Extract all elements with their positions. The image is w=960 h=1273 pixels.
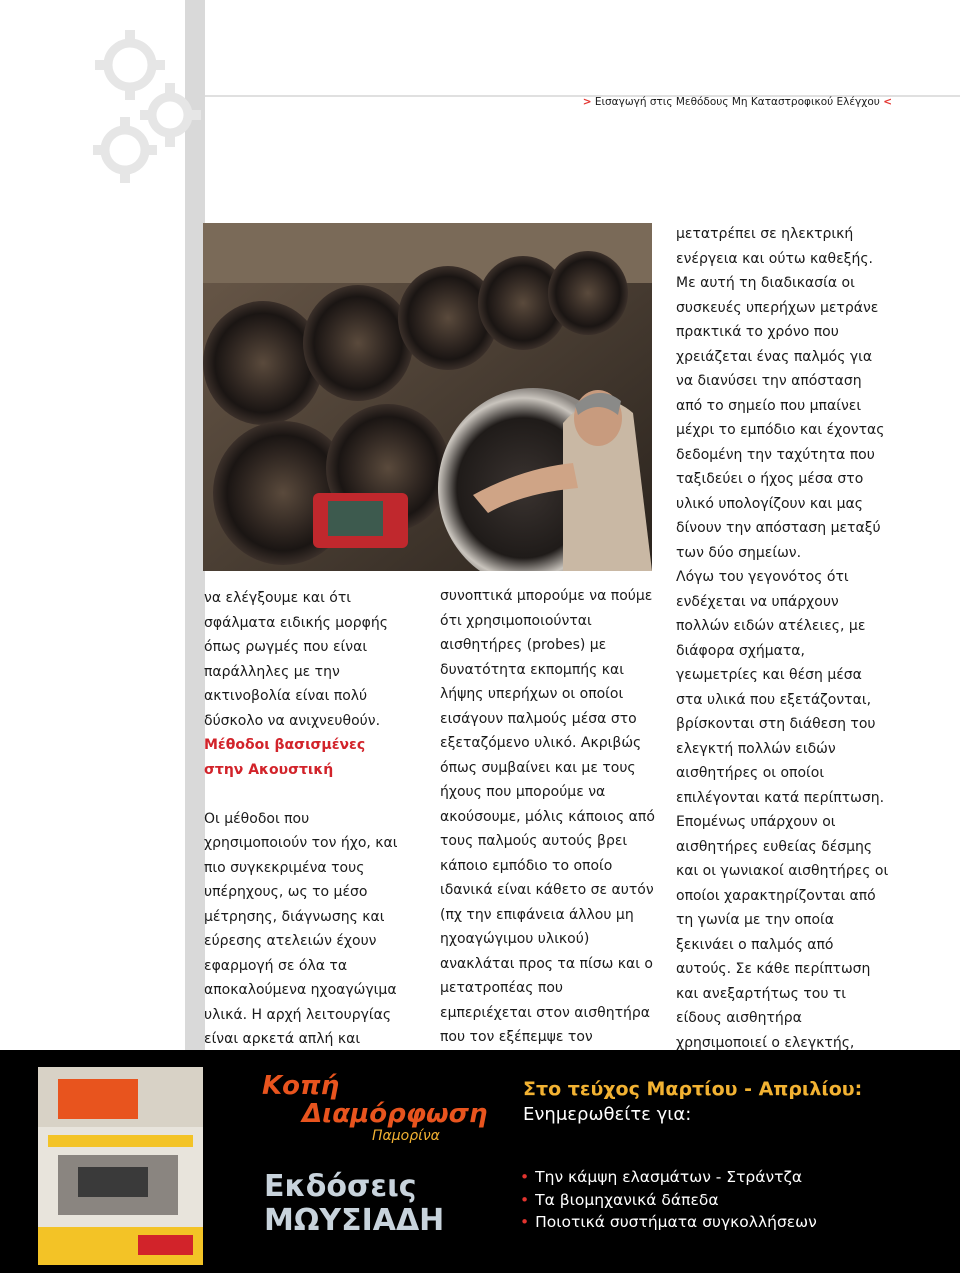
issue-topics-list <box>520 1166 817 1234</box>
publisher-logo-line: ΜΩΥΣΙΑΔΗ <box>264 1203 445 1238</box>
header-arrow-left: > <box>582 96 592 108</box>
list-item-text: Τα βιομηχανικά δάπεδα <box>535 1190 719 1209</box>
list-item <box>520 1166 817 1189</box>
paragraph: συνοπτικά μπορούμε να πούμε ότι χρησιμοποιούνται αισθητήρες (probes) με δυνατότητα εκπομπής και λήψης υπερήχων οι οποίοι εισάγουν παλμούς μέσα στο εξεταζόμενο υλικό. Ακριβώς όπως συμβαίνει και με τους ήχους που μπορούμε να ακούσουμε, μόλις κάποιος από τους παλμούς αυτούς βρει κάποιο εμπόδιο το οποίο ιδανικά είναι κάθετο σε αυτόν (πχ την επιφάνεια άλλου μη ηχοαγώγιμου υλικού) ανακλάται προς τα πίσω και ο μετατροπέας που εμπεριέχεται στον αισθητήρα που τον εξέπεμψε τον <box>440 588 655 1045</box>
brand-logo-line: Διαμόρφωση <box>302 1099 488 1129</box>
issue-title: Στο τεύχος Μαρτίου - Απριλίου: <box>523 1078 863 1100</box>
spacer <box>204 782 409 807</box>
publisher-logo <box>264 1169 445 1240</box>
paragraph: να ελέγξουμε και ότι σφάλματα ειδικής μορφής όπως ρωγμές που είναι παράλληλες με την ακτινοβολία είναι πολύ δύσκολο να ανιχνευθούν. <box>204 590 388 729</box>
list-item <box>520 1211 817 1234</box>
publisher-logo-line: Εκδόσεις <box>264 1169 417 1204</box>
magazine-cover-image <box>38 1067 203 1265</box>
text-column-1 <box>204 586 409 1052</box>
list-item-text: Ποιοτικά συστήματα συγκολλήσεων <box>535 1213 817 1231</box>
header-title: Εισαγωγή στις Μεθόδους Μη Καταστροφικού Ελέγχου <box>594 96 880 108</box>
paragraph: μετατρέπει σε ηλεκτρική ενέργεια και ούτω καθεξής. Με αυτή τη διαδικασία οι συσκευές υπερήχων μετράνε πρακτικά το χρόνο που χρειάζεται ένας παλμός για να διανύσει την απόσταση από το σημείο που μπαίνει μέχρι το εμπόδιο και έχοντας δεδομένη την ταχύτητα που ταξιδεύει ο ήχος μέσα στο υλικό υπολογίζουν και μας δίνουν την απόσταση μεταξύ των δύο σημείων. <box>676 226 885 561</box>
list-item-text: Την κάμψη ελασμάτων - Στράντζα <box>535 1168 803 1186</box>
header-arrow-right: < <box>883 96 892 108</box>
running-header <box>583 96 892 108</box>
brand-logo-line: Παμορίνα <box>372 1128 440 1144</box>
issue-subtitle: Ενημερωθείτε για: <box>523 1104 692 1125</box>
brand-logo-line: Κοπή <box>262 1071 340 1101</box>
bullet-icon: • <box>520 1168 530 1186</box>
paragraph: Λόγω του γεγονότος ότι ενδέχεται να υπάρχουν πολλών ειδών ατέλειες, με διάφορα σχήματα, γεωμετρίες και θέση μέσα στα υλικά που εξετάζονται, βρίσκονται στη διάθεση του ελεγκτή πολλών ειδών αισθητήρες οι οποίοι επιλέγονται κατά περίπτωση. Επομένως υπάρχουν οι αισθητήρες ευθείας δέσμης και οι γωνιακοί αισθητήρες οι οποίοι χαρακτηρίζονται από τη γωνία με την οποία ξεκινάει ο παλμός από αυτούς. Σε κάθε περίπτωση και ανεξαρτήτως του τι είδους αισθητήρα χρησιμοποιεί ο ελεγκτής, <box>676 569 889 1051</box>
magazine-logo <box>262 1071 488 1152</box>
section-subheading: Μέθοδοι βασισμένες στην Ακουστική <box>204 737 366 778</box>
text-column-3 <box>676 222 891 1080</box>
bullet-icon: • <box>520 1213 530 1231</box>
paragraph: Οι μέθοδοι που χρησιμοποιούν τον ήχο, και πιο συγκεκριμένα τους υπέρηχους, ως το μέσο μέτρησης, διάγνωσης και εύρεσης ατελειών έχουν εφαρμογή σε όλα τα αποκαλούμενα ηχοαγώγιμα υλικά. Η αρχή λειτουργίας είναι αρκετά απλή και <box>204 810 398 1047</box>
bullet-icon: • <box>520 1190 530 1209</box>
text-column-2 <box>440 584 655 1050</box>
wheel-inspection-photo <box>203 223 652 571</box>
list-item <box>520 1189 817 1212</box>
gear-decoration-icon <box>85 20 205 190</box>
